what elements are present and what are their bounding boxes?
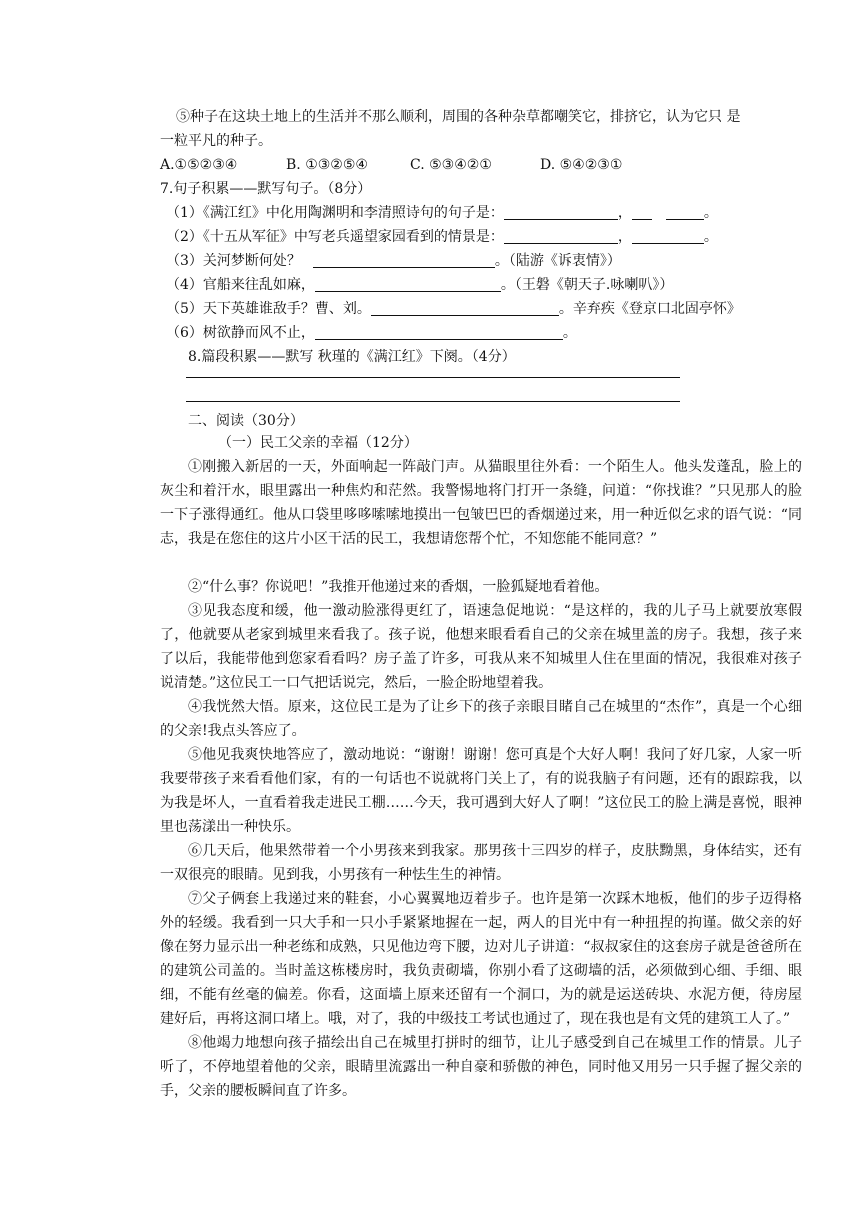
answer-blank <box>315 323 563 340</box>
paragraph-5: ⑤他见我爽快地答应了，激动地说：“谢谢！谢谢！您可真是个大好人啊！我问了好几家，人家一听我要带孩子来看看他们家，有的一句话也不说就将门关上了，有的说我脑子有问题，还有的跟踪我，以为我是坏人，一直看着我走进民工棚……今天，我可遇到大好人了啊！”这位民工的脸上满是喜悦，眼神里也荡漾出一种快乐。 <box>160 747 802 835</box>
answer-line-1 <box>186 377 680 378</box>
item-2-prompt: （2）《十五从军征》中写老兵遥望家园看到的情景是： <box>166 229 504 245</box>
choice-b: B. ①③②⑤④ <box>286 157 368 173</box>
item-4-prompt: （4）官船来往乱如麻， <box>166 277 315 293</box>
item-1-end: 。 <box>703 205 718 221</box>
choice-c: C. ⑤③④②① <box>410 157 492 173</box>
item-2-end: 。 <box>703 229 718 245</box>
passage-title: （一）民工父亲的幸福（12分） <box>218 435 418 451</box>
question-7-title: 7.句子积累——默写句子。（8分） <box>160 181 372 197</box>
separator: ， <box>617 205 632 221</box>
item-1-prompt: （1）《满江红》中化用陶渊明和李清照诗句的句子是： <box>166 205 504 221</box>
paragraph-3: ③见我态度和缓，他一激动脸涨得更红了，语速急促地说：“是这样的，我的儿子马上就要放寒假了，他就要从老家到城里来看我了。孩子说，他想来眼看看自己的父亲在城里盖的房子。我想，孩子来了以后，我能带他到您家看看吗？房子盖了许多，可我从来不知城里人住在里面的情况，我很难对孩子说清楚。”这位民工一口气把话说完，然后，一脸企盼地望着我。 <box>160 603 802 691</box>
paragraph-8: ⑧他竭力地想向孩子描绘出自己在城里打拼时的细节，让儿子感受到自己在城里工作的情景。儿子听了，不停地望着他的父亲，眼睛里流露出一种自豪和骄傲的神色，同时他又用另一只手握了握父亲的手，父亲的腰板瞬间直了许多。 <box>160 1035 802 1099</box>
paragraph-1: ①刚搬入新居的一天，外面响起一阵敲门声。从猫眼里往外看：一个陌生人。他头发蓬乱，脸上的灰尘和着汗水，眼里露出一种焦灼和茫然。我警惕地将门打开一条缝，问道：“你找谁？”只见那人的脸一下子涨得通红。他从口袋里哆哆嗦嗦地摸出一包皱巴巴的香烟递过来，用一种近似乞求的语气说：“同志，我是在您住的这片小区干活的民工，我想请您帮个忙，不知您能不能同意？” <box>160 459 802 547</box>
answer-blank <box>313 251 495 268</box>
question-7-item-3 <box>166 250 621 272</box>
question-7-item-6 <box>166 322 577 344</box>
item-6-prompt: （6）树欲静而风不止， <box>166 325 315 341</box>
question-7-item-1 <box>166 202 718 224</box>
section-2-title: 二、阅读（30分） <box>188 413 304 429</box>
paragraph-4: ④我恍然大悟。原来，这位民工是为了让乡下的孩子亲眼目睹自己在城里的“杰作”，真是一个心细的父亲!我点头答应了。 <box>160 699 802 739</box>
question-7-item-4 <box>166 274 673 296</box>
answer-blank <box>371 299 559 316</box>
item-5-prompt: （5）天下英雄谁敌手？曹、刘。 <box>166 301 371 317</box>
option-item-5-line2: 一粒平凡的种子。 <box>160 133 272 149</box>
answer-blank <box>632 227 704 244</box>
answer-blank <box>504 203 618 220</box>
option-item-5-line1: ⑤种子在这块土地上的生活并不那么顺利，周围的各种杂草都嘲笑它，排挤它，认为它只 是 <box>176 109 741 125</box>
answer-blank <box>504 227 618 244</box>
question-8-title: 8.篇段积累——默写 秋瑾的《满江红》下阕。（4分） <box>188 349 516 365</box>
question-7-item-2 <box>166 226 718 248</box>
choice-d: D. ⑤④②③① <box>540 157 623 173</box>
answer-line-2 <box>186 401 680 402</box>
item-3-prompt: （3）关河梦断何处？ <box>166 253 301 269</box>
item-6-end: 。 <box>562 325 577 341</box>
paragraph-2: ②“什么事？你说吧！”我推开他递过来的香烟，一脸狐疑地看着他。 <box>188 579 609 595</box>
answer-blank <box>666 203 704 220</box>
item-4-end: 。（王磐《朝天子.咏喇叭》） <box>500 277 674 293</box>
answer-blank <box>315 275 501 292</box>
paragraph-6: ⑥几天后，他果然带着一个小男孩来到我家。那男孩十三四岁的样子，皮肤黝黑，身体结实，还有一双很亮的眼睛。见到我，小男孩有一种怯生生的神情。 <box>160 843 802 883</box>
paragraph-7: ⑦父子俩套上我递过来的鞋套，小心翼翼地迈着步子。也许是第一次踩木地板，他们的步子迈得格外的轻缓。我看到一只大手和一只小手紧紧地握在一起，两人的目光中有一种扭捏的拘谨。做父亲的好像在努力显示出一种老练和成熟，只见他边弯下腰，边对儿子讲道：“叔叔家住的这套房子就是爸爸所在的建筑公司盖的。当时盖这栋楼房时，我负责砌墙，你别小看了这砌墙的活，必须做到心细、手细、眼细，不能有丝毫的偏差。你看，这面墙上原来还留有一个洞口，为的就是运送砖块、水泥方便，待房屋建好后，再将这洞口堵上。哦，对了，我的中级技工考试也通过了，现在我也是有文凭的建筑工人了。” <box>160 891 802 1027</box>
separator: ， <box>617 229 632 245</box>
question-7-item-5 <box>166 298 741 320</box>
answer-blank <box>632 203 652 220</box>
item-3-end: 。（陆游《诉衷情》） <box>494 253 621 269</box>
item-5-end: 。辛弃疾《登京口北固亭怀》 <box>558 301 741 317</box>
choice-a: A.①⑤②③④ <box>160 157 238 173</box>
